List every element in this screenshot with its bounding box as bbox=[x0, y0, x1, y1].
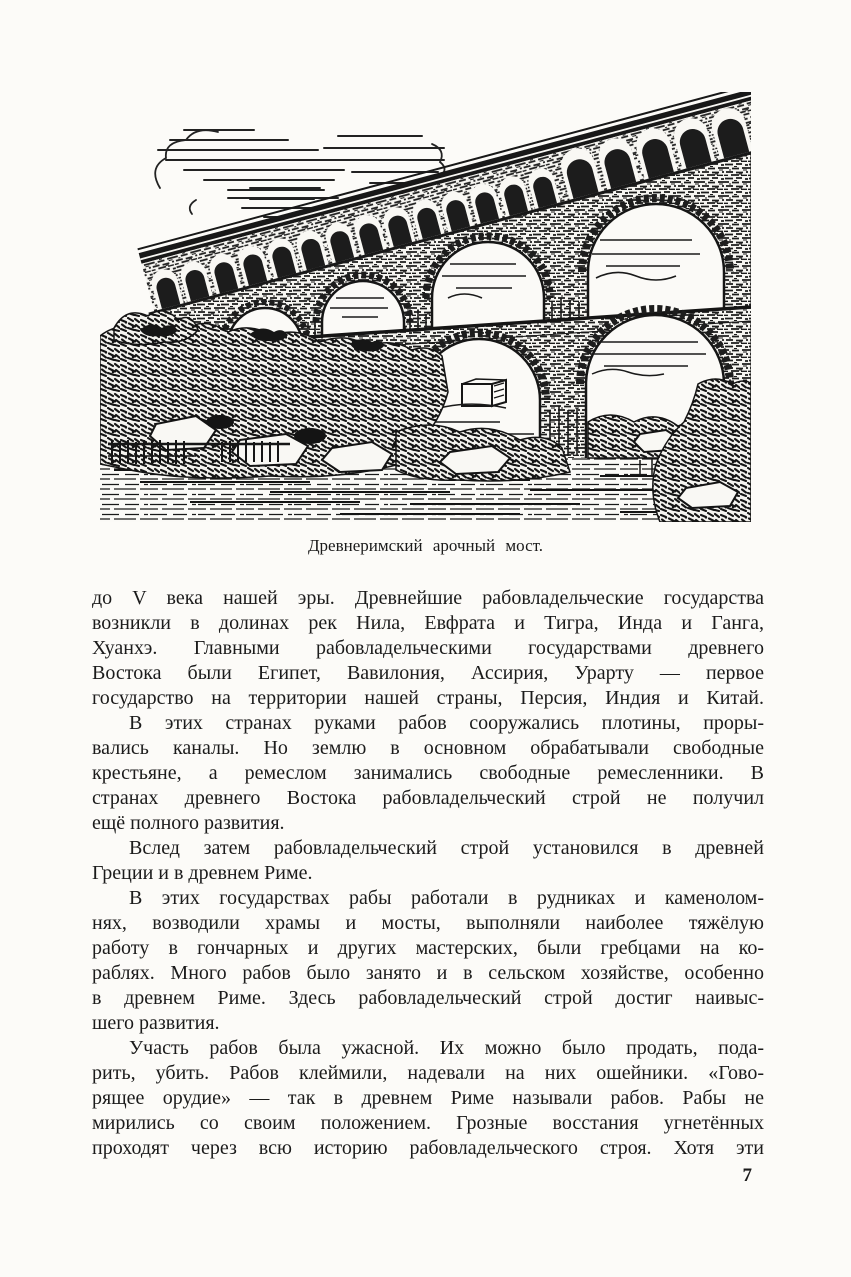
paragraph-5: Участь рабов была ужасной. Их можно было продать, пода- рить, убить. Рабов клеймили, надевали на них ошейники. «Гово- рящее орудие» — так в древнем Риме называли рабов. Рабы не мирились со своим положением. Грозные восстания угнетённых проходят через всю историю рабовладельческого строя. Хотя эти bbox=[92, 1037, 764, 1159]
house-under-arch bbox=[462, 379, 506, 406]
aqueduct-engraving bbox=[100, 92, 751, 522]
aqueduct-engraving-figure bbox=[100, 92, 751, 522]
paragraph-4: В этих государствах рабы работали в рудниках и каменолом- нях, возводили храмы и мосты, выполняли наиболее тяжёлую работу в гончарных и других мастерских, были гребцами на ко- раблях. Много рабов было занято и в сельском хозяйстве, особенно в древнем Риме. Здесь рабовладельческий строй достиг наивыс- шего развития. bbox=[92, 887, 764, 1034]
paragraph-3: Вслед затем рабовладельческий строй установился в древней Греции и в древнем Риме. bbox=[92, 837, 764, 884]
body-text bbox=[92, 586, 764, 1161]
page-number: 7 bbox=[742, 1165, 753, 1186]
figure-caption: Древнеримский арочный мост. bbox=[307, 536, 544, 555]
paragraph-1: до V века нашей эры. Древнейшие рабовладельческие государства возникли в долинах рек Нила, Евфрата и Тигра, Инда и Ганга, Хуанхэ. Главными рабовладельческими государствами древнего Востока были Египет, Вавилония, Ассирия, Урарту — первое государство на территории нашей страны, Персия, Индия и Китай. bbox=[92, 587, 764, 709]
paragraph-2: В этих странах руками рабов сооружались плотины, проры- вались каналы. Но землю в основном обрабатывали свободные крестьяне, а ремеслом занимались свободные ремесленники. В странах древнего Востока рабовладельческий строй не получил ещё полного развития. bbox=[92, 712, 764, 834]
